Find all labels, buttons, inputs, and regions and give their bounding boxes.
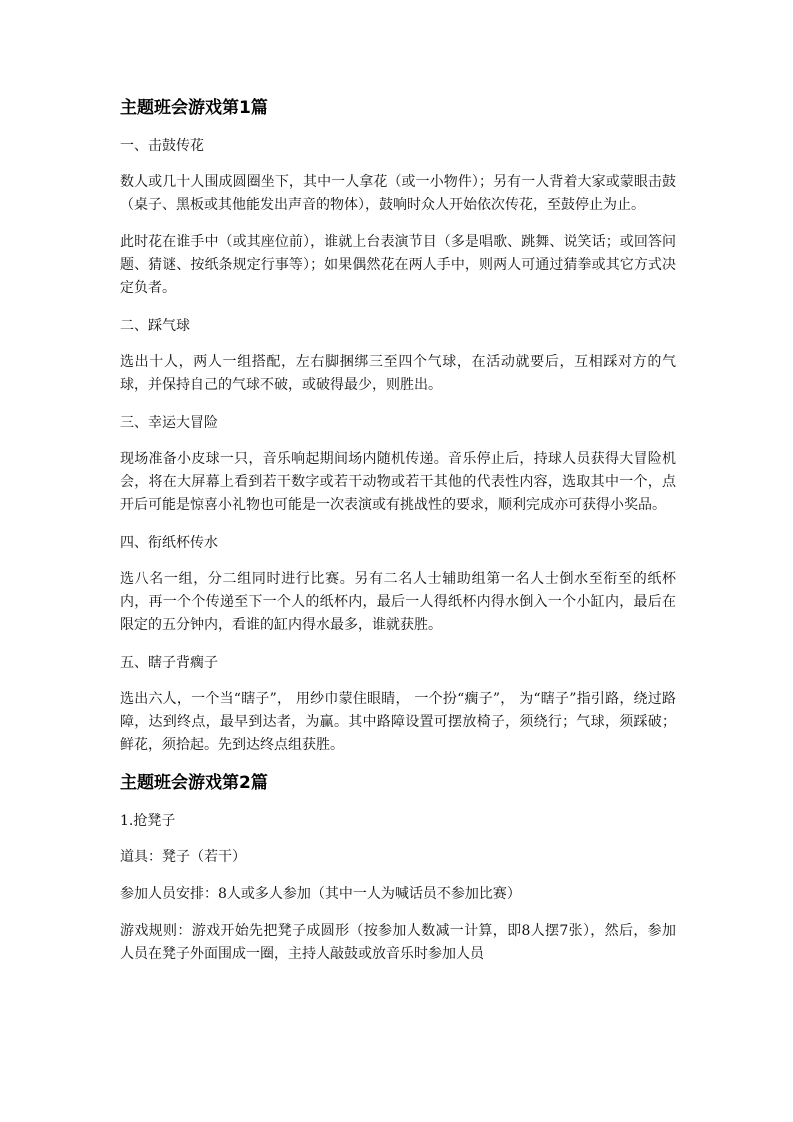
- game-paragraph: 此时花在谁手中（或其座位前），谁就上台表演节目（多是唱歌、跳舞、说笑话；或回答问题、猜谜、按纸条规定行事等）；如果偶然花在两人手中，则两人可通过猜拳或其它方式决定负者。: [120, 234, 676, 296]
- game-section-5: [120, 651, 676, 757]
- game-heading: 一、击鼓传花: [120, 138, 204, 154]
- game-section-1: [120, 134, 676, 300]
- game-heading: 二、踩气球: [120, 318, 190, 334]
- article-1-title: 主题班会游戏第1篇: [120, 98, 268, 118]
- game-paragraph: 选八名一组，分二组同时进行比赛。另有二名人士辅助组第一名人士倒水至衔至的纸杯内，再一个个传递至下一个人的纸杯内，最后一人得纸杯内得水倒入一个小缸内，最后在限定的五分钟内，看谁的缸内得水最多，谁就获胜。: [120, 571, 676, 633]
- game-section-4: [120, 531, 676, 637]
- game-heading: 五、瞎子背瘸子: [120, 655, 218, 671]
- participants-line: 参加人员安排：8人或多人参加（其中一人为喊话员不参加比赛）: [120, 886, 521, 902]
- game-section-3: [120, 411, 676, 517]
- game-paragraph: 现场准备小皮球一只，音乐响起期间场内随机传递。音乐停止后，持球人员获得大冒险机会，将在大屏幕上看到若干数字或若干动物或若干其他的代表性内容，选取其中一个，点开后可能是惊喜小礼物也可能是一次表演或有挑战性的要求，顺利完成亦可获得小奖品。: [120, 451, 676, 513]
- game-heading: 四、衔纸杯传水: [120, 535, 218, 551]
- article-2-title: 主题班会游戏第2篇: [120, 773, 268, 793]
- game-heading: 三、幸运大冒险: [120, 415, 218, 431]
- rules-paragraph: 游戏规则：游戏开始先把凳子成圆形（按参加人数减一计算，即8人摆7张），然后，参加人员在凳子外面围成一圈，主持人敲鼓或放音乐时参加人员: [120, 923, 676, 962]
- game-heading: 1.抢凳子: [120, 813, 176, 829]
- props-line: 道具：凳子（若干）: [120, 849, 246, 865]
- game-paragraph: 选出六人，一个当“瞎子”， 用纱巾蒙住眼睛， 一个扮“瘸子”， 为“瞎子”指引路，绕过路障，达到终点，最早到达者，为赢。其中路障设置可摆放椅子，须绕行；气球，须踩破；鲜花，须拾起。先到达终点组获胜。: [120, 691, 676, 753]
- document-page: [120, 96, 676, 980]
- game-paragraph: 选出十人，两人一组搭配，左右脚捆绑三至四个气球，在活动就要后，互相踩对方的气球，并保持自己的气球不破，或破得最少，则胜出。: [120, 354, 676, 393]
- game-paragraph: 数人或几十人围成圆圈坐下，其中一人拿花（或一小物件）；另有一人背着大家或蒙眼击鼓（桌子、黑板或其他能发出声音的物体），鼓响时众人开始依次传花，至鼓停止为止。: [120, 174, 676, 213]
- game-section-2: [120, 314, 676, 397]
